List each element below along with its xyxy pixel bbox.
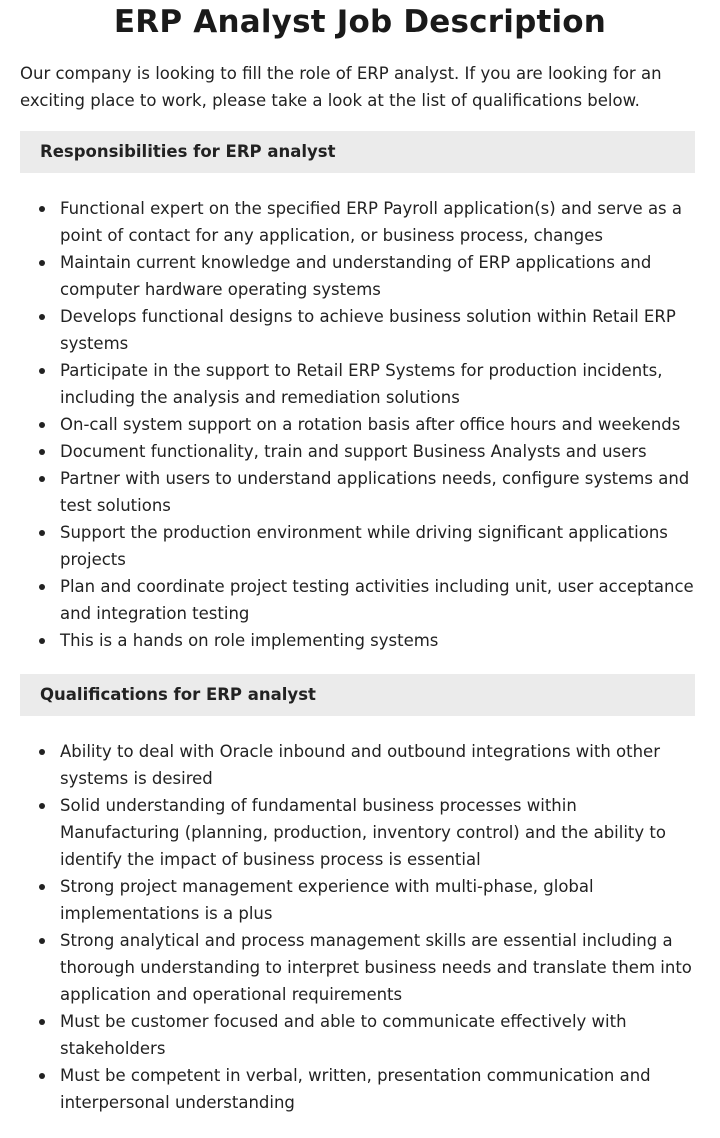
list-item-text: Functional expert on the specified ERP Payroll application(s) and serve as a point of contact for any application, or business process, changes xyxy=(60,199,683,245)
list-item xyxy=(60,873,695,927)
list-item xyxy=(60,357,695,411)
list-item xyxy=(60,195,695,249)
bullet-icon xyxy=(39,1073,45,1079)
list-item xyxy=(60,465,695,519)
responsibilities-list xyxy=(20,195,695,654)
bullet-icon xyxy=(39,422,45,428)
list-item xyxy=(60,792,695,873)
list-item xyxy=(60,1008,695,1062)
list-item xyxy=(60,927,695,1008)
list-item xyxy=(60,411,695,438)
list-item xyxy=(60,573,695,627)
list-item xyxy=(60,249,695,303)
list-item-text: Partner with users to understand applications needs, configure systems and test solutions xyxy=(60,469,690,515)
bullet-icon xyxy=(39,938,45,944)
list-item-text: Document functionality, train and support Business Analysts and users xyxy=(60,442,647,461)
list-item xyxy=(60,438,695,465)
bullet-icon xyxy=(39,449,45,455)
bullet-icon xyxy=(39,749,45,755)
bullet-icon xyxy=(39,638,45,644)
list-item-text: Support the production environment while driving significant applications projects xyxy=(60,523,668,569)
bullet-icon xyxy=(39,476,45,482)
page-title: ERP Analyst Job Description xyxy=(113,4,607,40)
list-item-text: Participate in the support to Retail ERP Systems for production incidents, including the analysis and remediation solutions xyxy=(60,361,663,407)
list-item xyxy=(60,519,695,573)
bullet-icon xyxy=(39,530,45,536)
qualifications-list xyxy=(20,738,695,1116)
list-item xyxy=(60,738,695,792)
responsibilities-heading: Responsibilities for ERP analyst xyxy=(20,131,695,173)
list-item xyxy=(60,303,695,357)
bullet-icon xyxy=(39,206,45,212)
list-item-text: Develops functional designs to achieve business solution within Retail ERP systems xyxy=(60,307,676,353)
list-item-text: On-call system support on a rotation basis after office hours and weekends xyxy=(60,415,681,434)
bullet-icon xyxy=(39,884,45,890)
list-item-text: This is a hands on role implementing systems xyxy=(60,631,439,650)
bullet-icon xyxy=(39,803,45,809)
list-item-text: Ability to deal with Oracle inbound and outbound integrations with other systems is desired xyxy=(60,742,660,788)
list-item-text: Strong project management experience with multi-phase, global implementations is a plus xyxy=(60,877,594,923)
list-item xyxy=(60,1062,695,1116)
bullet-icon xyxy=(39,1019,45,1025)
bullet-icon xyxy=(39,584,45,590)
list-item-text: Must be competent in verbal, written, presentation communication and interpersonal understanding xyxy=(60,1066,651,1112)
list-item-text: Must be customer focused and able to communicate effectively with stakeholders xyxy=(60,1012,627,1058)
list-item-text: Maintain current knowledge and understanding of ERP applications and computer hardware operating systems xyxy=(60,253,652,299)
bullet-icon xyxy=(39,314,45,320)
list-item xyxy=(60,627,695,654)
list-item-text: Strong analytical and process management skills are essential including a thorough understanding to interpret business needs and translate them into application and operational requirements xyxy=(60,931,692,1004)
bullet-icon xyxy=(39,260,45,266)
list-item-text: Solid understanding of fundamental business processes within Manufacturing (planning, production, inventory control) and the ability to identify the impact of business process is essential xyxy=(60,796,666,869)
qualifications-heading: Qualifications for ERP analyst xyxy=(20,674,695,716)
intro-paragraph: Our company is looking to fill the role of ERP analyst. If you are looking for an exciting place to work, please take a look at the list of qualifications below. xyxy=(20,64,662,110)
bullet-icon xyxy=(39,368,45,374)
list-item-text: Plan and coordinate project testing activities including unit, user acceptance and integration testing xyxy=(60,577,694,623)
